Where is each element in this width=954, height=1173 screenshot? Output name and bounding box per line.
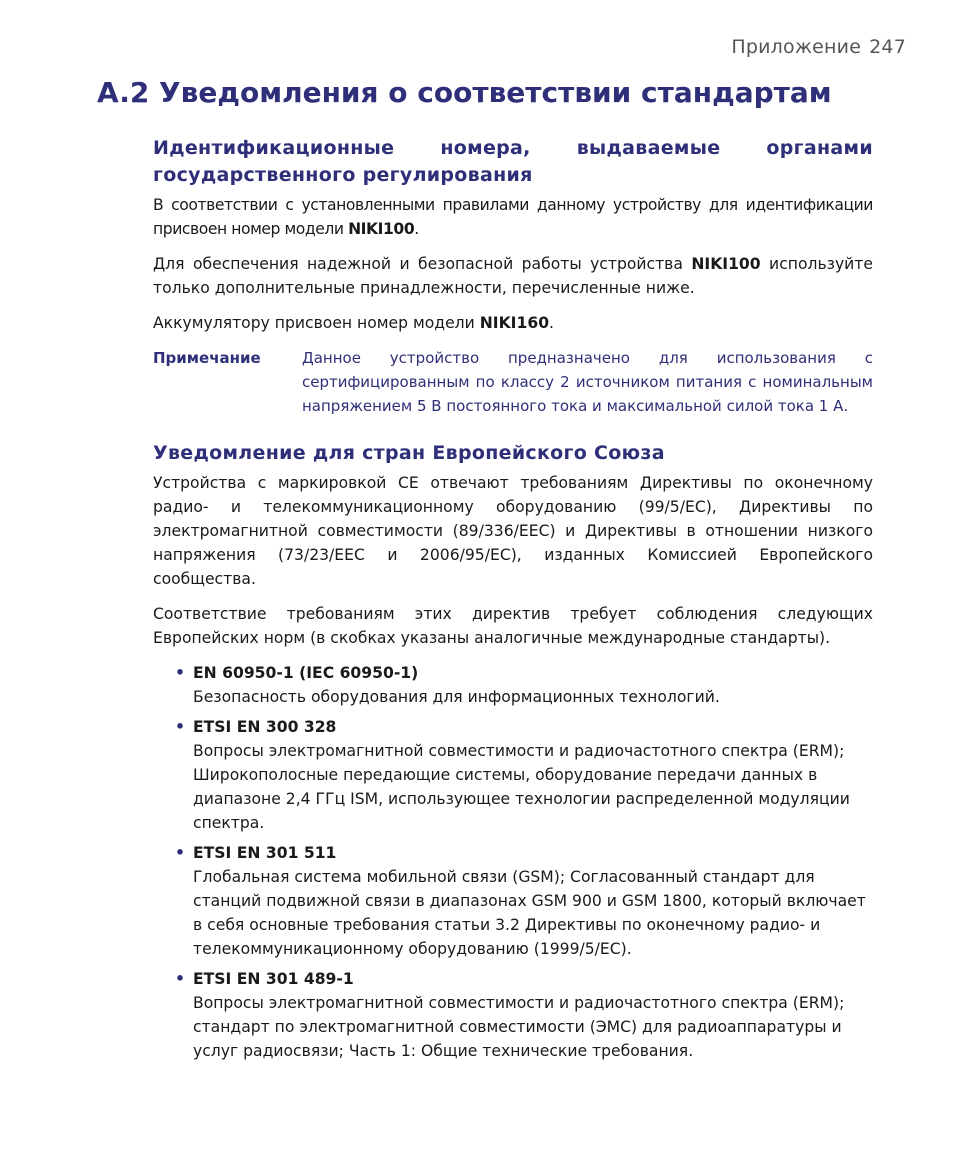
note-text: Данное устройство предназначено для использования с сертифицированным по классу 2 источником питания с номинальным напряжением 5 В постоянного тока и максимальной силой тока 1 А. [302, 349, 873, 415]
standard-code: ETSI EN 301 511 [193, 844, 337, 862]
standard-description: Глобальная система мобильной связи (GSM); Согласованный стандарт для станций подвижной связи в диапазонах GSM 900 и GSM 1800, который включает в себя основные требования статьи 3.2 Директивы по оконечному радио- и телекоммуникационному оборудованию (1999/5/EC). [193, 868, 866, 958]
standards-list [153, 661, 873, 1063]
standard-code: ETSI EN 301 489-1 [193, 970, 354, 988]
bullet-icon: • [175, 718, 185, 736]
standard-description: Вопросы электромагнитной совместимости и радиочастотного спектра (ERM); Широкополосные передающие системы, оборудование передачи данных в диапазоне 2,4 ГГц ISM, использующее технологии распределенной модуляции спектра. [193, 742, 850, 832]
id-paragraph-1-text: В соответствии с установленными правилами данному устройству для идентификации присвоен номер модели [153, 196, 873, 238]
note-block [153, 346, 873, 418]
id-section-title: Идентификационные номера, выдаваемые органами государственного регулирования [153, 137, 873, 186]
id-paragraph-3-end: . [549, 314, 555, 332]
id-paragraph-2-end: используйте только дополнительные принадлежности, перечисленные ниже. [153, 255, 873, 297]
list-item [153, 661, 873, 709]
model-number: NIKI100 [348, 220, 415, 238]
standard-description: Вопросы электромагнитной совместимости и радиочастотного спектра (ERM); стандарт по электромагнитной совместимости (ЭМС) для радиоаппаратуры и услуг радиосвязи; Часть 1: Общие технические требования. [193, 994, 845, 1060]
bullet-icon: • [175, 844, 185, 862]
page-content [153, 135, 873, 1069]
list-item [153, 967, 873, 1063]
list-item [153, 841, 873, 961]
eu-section-title: Уведомление для стран Европейского Союза [153, 442, 665, 464]
standard-description: Безопасность оборудования для информационных технологий. [193, 688, 720, 706]
battery-model-number: NIKI160 [479, 314, 550, 332]
id-paragraph-1-end: . [414, 220, 419, 238]
standard-code: ETSI EN 300 328 [193, 718, 337, 736]
page-header [731, 36, 906, 58]
standard-code: EN 60950-1 (IEC 60950-1) [193, 664, 419, 682]
chapter-title: A.2 Уведомления о соответствии стандартам [97, 76, 832, 109]
note-label: Примечание [153, 349, 261, 367]
eu-paragraph-1: Устройства с маркировкой CE отвечают требованиям Директивы по оконечному радио- и телекоммуникационному оборудованию (99/5/EC), Директивы по электромагнитной совместимости (89/336/EEC) и Директивы в отношении низкого напряжения (73/23/EEC и 2006/95/EC), изданных Комиссией Европейского сообщества. [153, 474, 873, 588]
list-item [153, 715, 873, 835]
id-paragraph-1 [153, 193, 873, 241]
header-section-name: Приложение [731, 36, 862, 58]
bullet-icon: • [175, 664, 185, 682]
page-number: 247 [869, 36, 906, 58]
model-number: NIKI100 [691, 255, 761, 273]
bullet-icon: • [175, 970, 185, 988]
id-paragraph-3 [153, 311, 873, 335]
id-paragraph-3-text: Аккумулятору присвоен номер модели [153, 314, 480, 332]
id-paragraph-2-text: Для обеспечения надежной и безопасной работы устройства [153, 255, 692, 273]
eu-paragraph-2: Соответствие требованиям этих директив требует соблюдения следующих Европейских норм (в скобках указаны аналогичные международные стандарты). [153, 605, 873, 647]
id-paragraph-2 [153, 252, 873, 300]
